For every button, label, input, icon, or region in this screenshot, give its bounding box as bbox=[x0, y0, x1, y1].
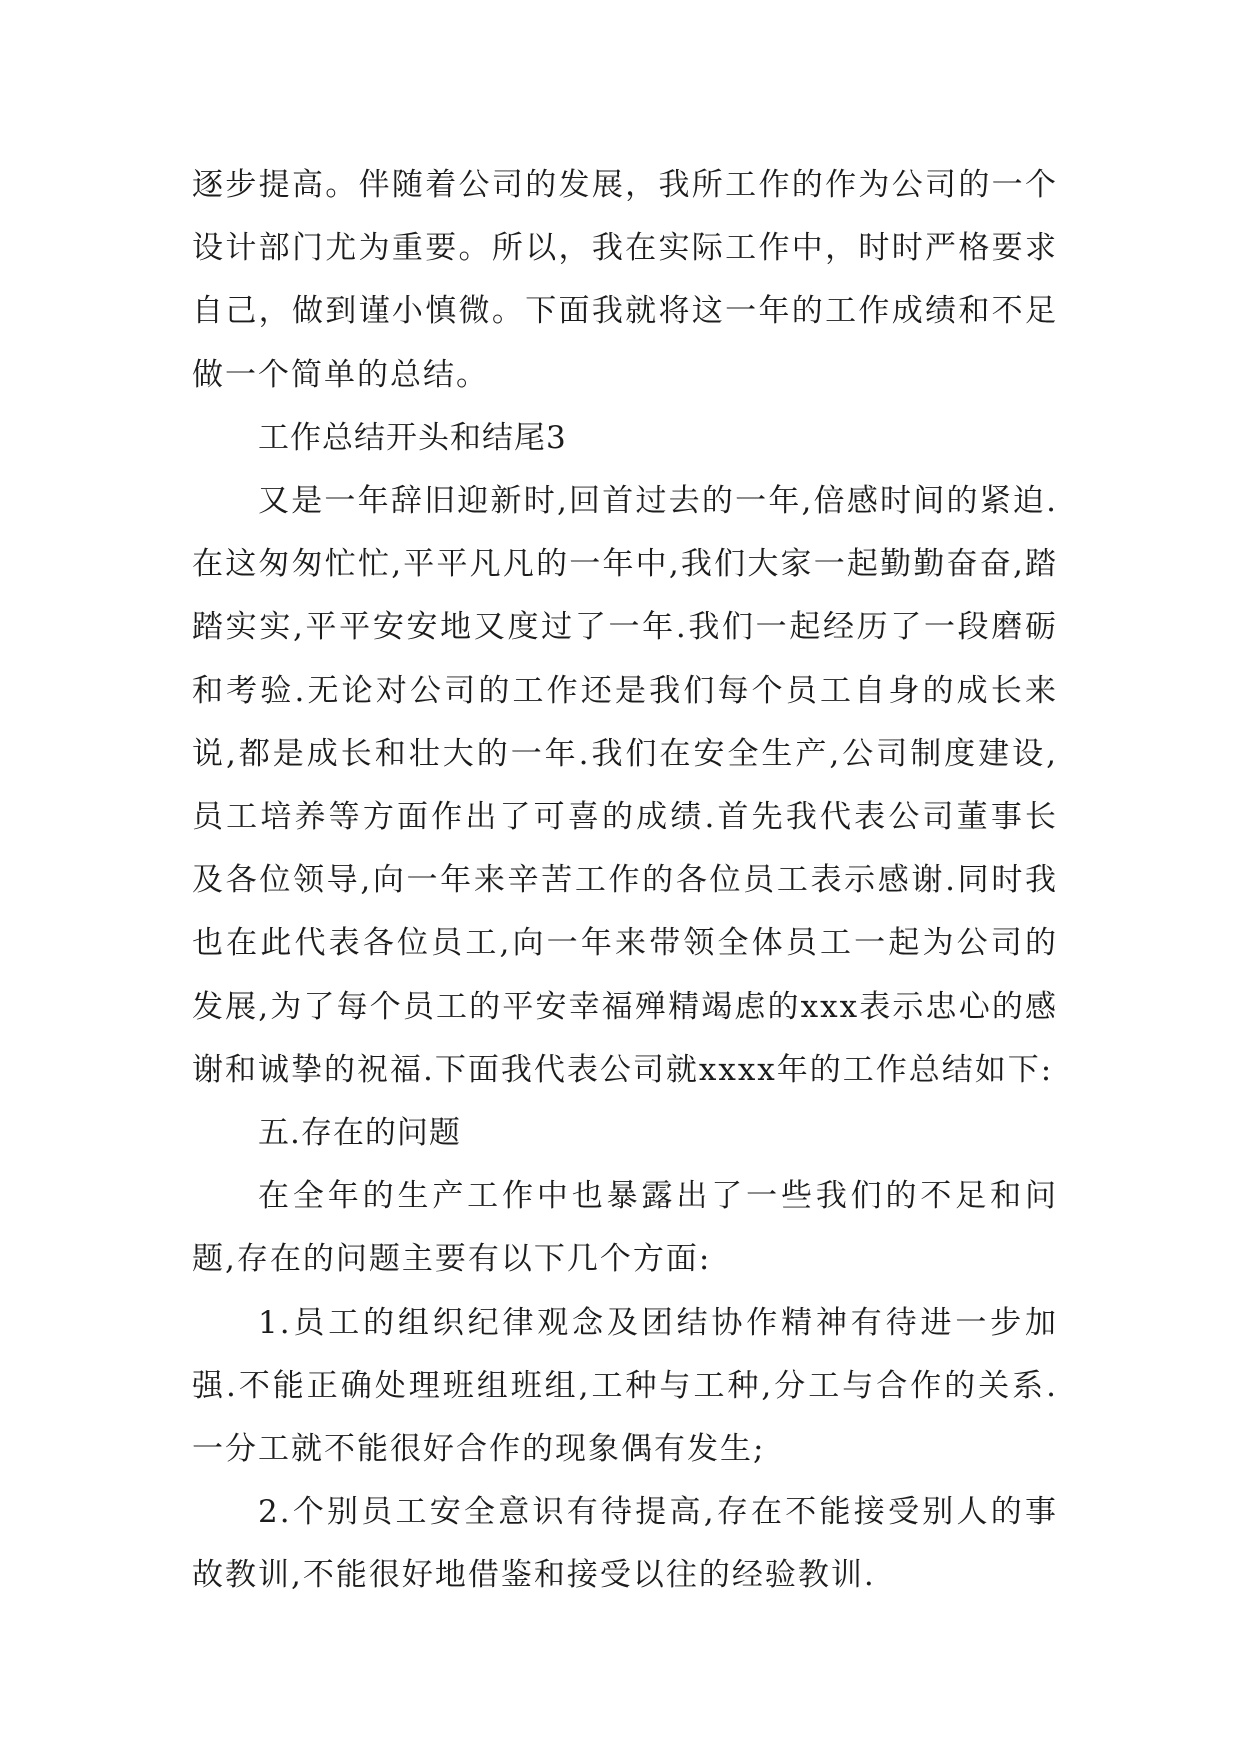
paragraph-year-review: 又是一年辞旧迎新时,回首过去的一年,倍感时间的紧迫.在这匆匆忙忙,平平凡凡的一年中,我们大家一起勤勤奋奋,踏踏实实,平平安安地又度过了一年.我们一起经历了一段磨砺和考验.无论对公司的工作还是我们每个员工自身的成长来说,都是成长和壮大的一年.我们在安全生产,公司制度建设,员工培养等方面作出了可喜的成绩.首先我代表公司董事长及各位领导,向一年来辛苦工作的各位员工表示感谢.同时我也在此代表各位员工,向一年来带领全体员工一起为公司的发展,为了每个员工的平安幸福殚精竭虑的xxx表示忠心的感谢和诚挚的祝福.下面我代表公司就xxxx年的工作总结如下: bbox=[192, 483, 1058, 1088]
list-item-problem-1: 1.员工的组织纪律观念及团结协作精神有待进一步加强.不能正确处理班组班组,工种与工种,分工与合作的关系.一分工就不能很好合作的现象偶有发生; bbox=[192, 1304, 1058, 1468]
section-heading-problems: 五.存在的问题 bbox=[258, 1115, 461, 1152]
section-heading-summary-3: 工作总结开头和结尾3 bbox=[258, 419, 567, 456]
paragraph-problems-intro: 在全年的生产工作中也暴露出了一些我们的不足和问题,存在的问题主要有以下几个方面: bbox=[192, 1178, 1058, 1278]
document-body bbox=[192, 154, 1058, 1608]
paragraph-continuation: 逐步提高。伴随着公司的发展，我所工作的作为公司的一个设计部门尤为重要。所以，我在实际工作中，时时严格要求自己，做到谨小慎微。下面我就将这一年的工作成绩和不足做一个简单的总结。 bbox=[192, 167, 1058, 393]
list-item-problem-2: 2.个别员工安全意识有待提高,存在不能接受别人的事故教训,不能很好地借鉴和接受以往的经验教训. bbox=[192, 1494, 1058, 1594]
